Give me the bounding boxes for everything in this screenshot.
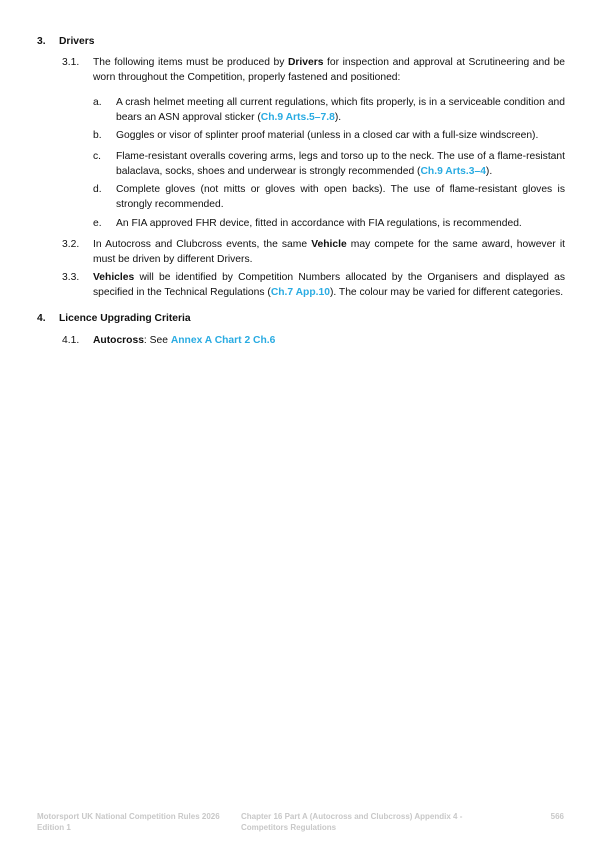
footer-chapter-line1: Chapter 16 Part A (Autocross and Clubcross) Appendix 4 - xyxy=(241,812,463,821)
clause-number: 3.2. xyxy=(62,239,80,250)
item-letter: b. xyxy=(93,130,102,141)
list-item-d xyxy=(93,182,565,212)
section-heading-drivers xyxy=(37,35,95,49)
cross-reference-link[interactable]: Ch.9 Arts.5–7.8 xyxy=(260,112,335,124)
list-item-a xyxy=(93,95,565,125)
cross-reference-link[interactable]: Ch.9 Arts.3–4 xyxy=(420,166,486,178)
clause-3-3 xyxy=(62,270,565,300)
clause-number: 3.1. xyxy=(62,57,80,68)
clause-3-2 xyxy=(62,237,565,267)
footer-chapter-line2: Competitors Regulations xyxy=(241,822,337,832)
clause-text: Autocross: See Annex A Chart 2 Ch.6 xyxy=(93,335,276,346)
clause-3-1 xyxy=(62,55,565,85)
section-number: 3. xyxy=(37,36,46,47)
footer-chapter xyxy=(241,812,491,833)
defined-term: Vehicles xyxy=(93,272,135,283)
cross-reference-link[interactable]: Annex A Chart 2 Ch.6 xyxy=(170,335,276,346)
list-item-e xyxy=(93,216,565,231)
section-title: Licence Upgrading Criteria xyxy=(59,313,191,324)
section-title: Drivers xyxy=(59,36,95,47)
clause-text: The following items must be produced by Drivers for inspection and approval at Scrutineering and be worn throughout the Competition, properly fastened and positioned: xyxy=(93,57,565,84)
item-text: Goggles or visor of splinter proof material (unless in a closed car with a full-size windscreen). xyxy=(116,130,539,141)
clause-text: In Autocross and Clubcross events, the same Vehicle may compete for the same award, however it must be driven by different Drivers. xyxy=(93,239,565,266)
footer-publication xyxy=(37,812,237,833)
section-number: 4. xyxy=(37,313,46,324)
item-text: Flame-resistant overalls covering arms, legs and torso up to the neck. The use of a flame-resistant balaclava, socks, shoes and underwear is strongly recommended (Ch.9 Arts.3–4). xyxy=(116,151,565,178)
list-item-c xyxy=(93,149,565,179)
clause-number: 4.1. xyxy=(62,335,80,346)
item-text: A crash helmet meeting all current regulations, which fits properly, is in a serviceable condition and bears an ASN approval sticker (Ch.9 Arts.5–7.8). xyxy=(116,97,565,124)
clause-4-1 xyxy=(62,333,565,348)
footer-edition: Edition 1 xyxy=(37,822,71,832)
footer-title: Motorsport UK National Competition Rules 2026 xyxy=(37,812,220,821)
defined-term: Vehicle xyxy=(311,239,347,250)
item-letter: d. xyxy=(93,184,102,195)
list-item-b xyxy=(93,128,565,143)
item-text: Complete gloves (not mitts or gloves with open backs). The use of flame-resistant gloves is strongly recommended. xyxy=(116,184,565,211)
item-letter: a. xyxy=(93,97,102,108)
item-letter: c. xyxy=(93,151,102,162)
clause-number: 3.3. xyxy=(62,272,80,283)
page-number: 566 xyxy=(550,812,564,821)
defined-term: Drivers xyxy=(287,57,324,68)
item-letter: e. xyxy=(93,218,102,229)
cross-reference-link[interactable]: Ch.7 App.10 xyxy=(270,287,330,299)
clause-text: Vehicles will be identified by Competition Numbers allocated by the Organisers and displayed as specified in the Technical Regulations (Ch.7 App.10). The colour may be varied for different categories. xyxy=(93,272,565,299)
defined-term: Autocross xyxy=(93,335,144,346)
item-text: An FIA approved FHR device, fitted in accordance with FIA regulations, is recommended. xyxy=(116,218,522,229)
section-heading-licence-upgrading xyxy=(37,312,191,326)
